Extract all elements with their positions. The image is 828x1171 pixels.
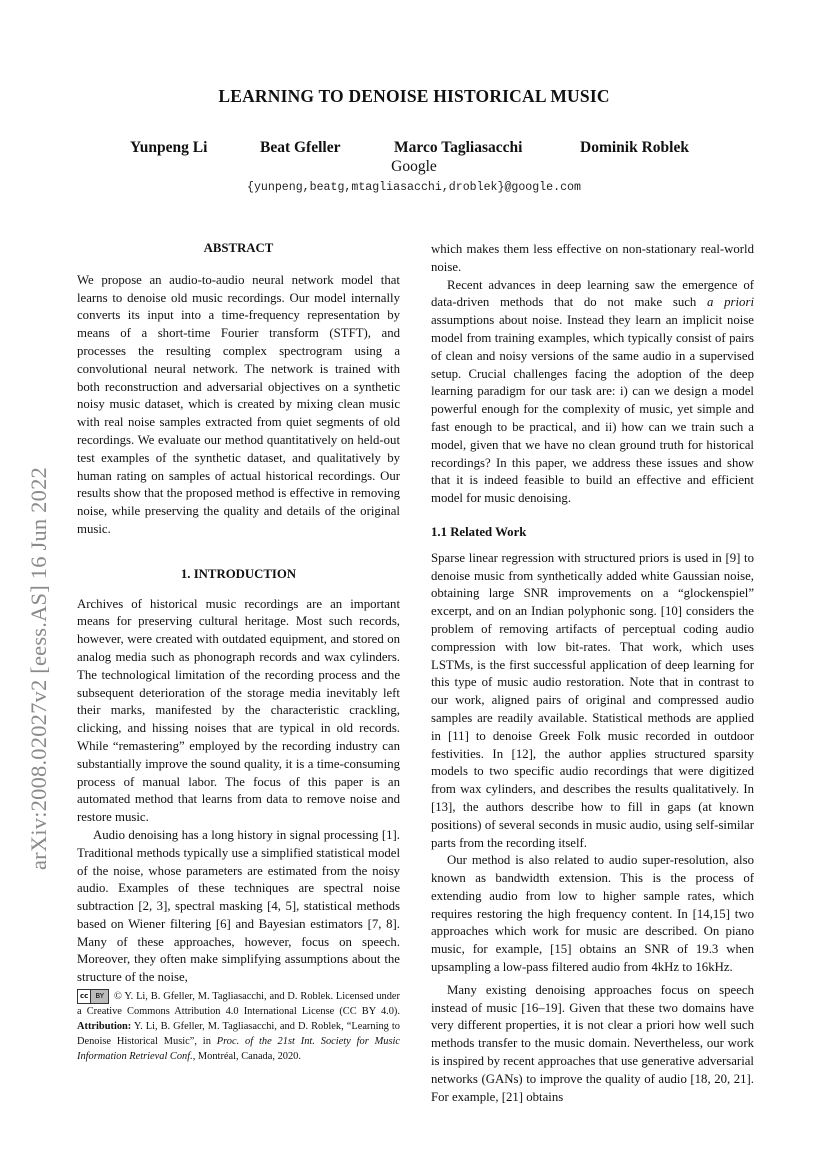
arxiv-identifier: arXiv:2008.02027v2 [eess.AS] 16 Jun 2022 (26, 467, 51, 870)
intro-paragraph-1: Archives of historical music recordings are an important means for preserving cultural heritage. Most such records, however, were created with outdated equipment, and stored on analog media such as phonograph records and wax cylinders. The technological limitation of the recording process and the subsequent deterioration of the storage media inevitably left their marks, manifested by the characteristic crackling, clicking, and hissing noises that are typical in old records. While “remastering” employed by the recording industry can substantially improve the sound quality, it is a time-consuming process of manual labor. The focus of this paper is an automated method that learns from data to remove noise and restore music. (77, 596, 400, 825)
intro-p3-part-a: Recent advances in deep learning saw the emergence of data-driven methods that do not make such (431, 277, 754, 310)
left-column (77, 240, 400, 987)
venue-text: Proc. of the 21st Int. Society for Music Information Retrieval Conf. (77, 1036, 400, 1063)
copyright-text: © Y. Li, B. Gfeller, M. Tagliasacchi, and D. Roblek. Licensed under a Creative Commons Attribution 4.0 International License (CC BY 4.0). (77, 991, 400, 1018)
intro-paragraph-2-continued: which makes them less effective on non-stationary real-world noise. (431, 242, 754, 274)
related-work-heading: 1.1 Related Work (431, 524, 527, 539)
intro-p3-emphasis: a priori (707, 295, 754, 310)
by-badge-label: BY (95, 992, 105, 1001)
cc-badge-label: cc (78, 990, 91, 1003)
location-text: , Montréal, Canada, 2020. (192, 1051, 301, 1063)
author-1: Yunpeng Li (130, 139, 208, 156)
intro-paragraph-3 (431, 277, 754, 508)
author-4: Dominik Roblek (580, 139, 689, 156)
abstract-heading: ABSTRACT (203, 241, 274, 255)
attribution-text: Y. Li, B. Gfeller, M. Tagliasacchi, and D. Roblek, “Learning to Denoise Historical Music”, in (77, 1021, 400, 1048)
author-2: Beat Gfeller (260, 139, 341, 156)
attribution-label: Attribution: (77, 1021, 132, 1033)
right-column (431, 241, 754, 1106)
related-work-paragraph-2: Our method is also related to audio super-resolution, also known as bandwidth extension. This is the process of extending audio from low to higher sample rates, which requires restoring the high frequency content. In [14,15] two approaches which work for music are described. On piano music, for example, [15] obtains an SNR of 19.3 when upsampling a low-pass filtered audio from 4kHz to 16kHz. (431, 853, 754, 975)
related-work-paragraph-3: Many existing denoising approaches focus on speech instead of music [16–19]. Given that these two domains have very different properties, it is not clear a priori how well such methods transfer to the music domain. Nevertheless, our work is inspired by recent approaches that use generative adversarial networks (GANs) to improve the quality of audio [18, 20, 21]. For example, [21] obtains (431, 982, 754, 1104)
cc-by-license-icon[interactable] (77, 989, 109, 1004)
license-footnote (77, 989, 400, 1064)
related-work-paragraph-1: Sparse linear regression with structured priors is used in [9] to denoise music from synthetically added white Gaussian noise, obtaining large SNR improvements on a “glockenspiel” excerpt, and on an Indian polyphonic song. [10] considers the problem of removing artifacts of perceptual coding audio compression with low bit-rates. That work, which uses LSTMs, is the first successful application of deep learning for this type of music audio restoration. Note that in contrast to our work, aligned pairs of original and compressed audio samples are readily available. Statistical methods are applied in [11] to denoise Greek Folk music recorded in outdoor festivities. In [12], the author applies structured sparsity models to two specific audio recordings that were digitized from wax cylinders, and describes the results qualitatively. In [13], the authors describe how to fill in gaps (at known positions) of several seconds in music audio, using self-similar parts from the recording itself. (431, 550, 754, 850)
introduction-heading: 1. INTRODUCTION (180, 566, 297, 581)
intro-p3-part-b: assumptions about noise. Instead they learn an implicit noise model from training examples, which typically consist of pairs of clean and noisy versions of the same audio in a supervised setup. Crucial challenges facing the adoption of the deep learning paradigm for our task are: i) can we design a model powerful enough for the complexity of music, yet simple and fast enough to be practical, and ii) how can we train such a model, given that we have no clean ground truth for historical recordings? In this paper, we address these issues and show that it is indeed feasible to build an effective and efficient model for music denoising. (431, 313, 754, 506)
paper-title: LEARNING TO DENOISE HISTORICAL MUSIC (218, 86, 610, 106)
abstract-text: We propose an audio-to-audio neural network model that learns to denoise old music recordings. Our model internally converts its input into a time-frequency representation by means of a short-time Fourier transform (STFT), and processes the resulting complex spectrogram using a convolutional neural network. The network is trained with both reconstruction and adversarial objectives on a synthetic noisy music dataset, which is created by mixing clean music with real noise samples extracted from quiet segments of old recordings. We evaluate our method quantitatively on held-out test examples of the synthetic dataset, and qualitatively by human rating on samples of actual historical recordings. Our results show that the proposed method is effective in removing noise, while preserving the quality and details of the original music. (77, 272, 400, 536)
intro-paragraph-2: Audio denoising has a long history in signal processing [1]. Traditional methods typically use a simplified statistical model of the noise, whose parameters are estimated from the noisy audio. Examples of these techniques are spectral noise subtraction [2, 3], spectral masking [4, 5], statistical methods based on Wiener filtering [6] and Bayesian estimators [7, 8]. Many of these approaches, however, focus on speech. Moreover, they often make simplifying assumptions about the structure of the noise, (77, 827, 400, 985)
author-3: Marco Tagliasacchi (394, 139, 523, 156)
author-emails: {yunpeng,beatg,mtagliasacchi,droblek}@google.com (247, 181, 581, 194)
affiliation: Google (391, 158, 437, 175)
